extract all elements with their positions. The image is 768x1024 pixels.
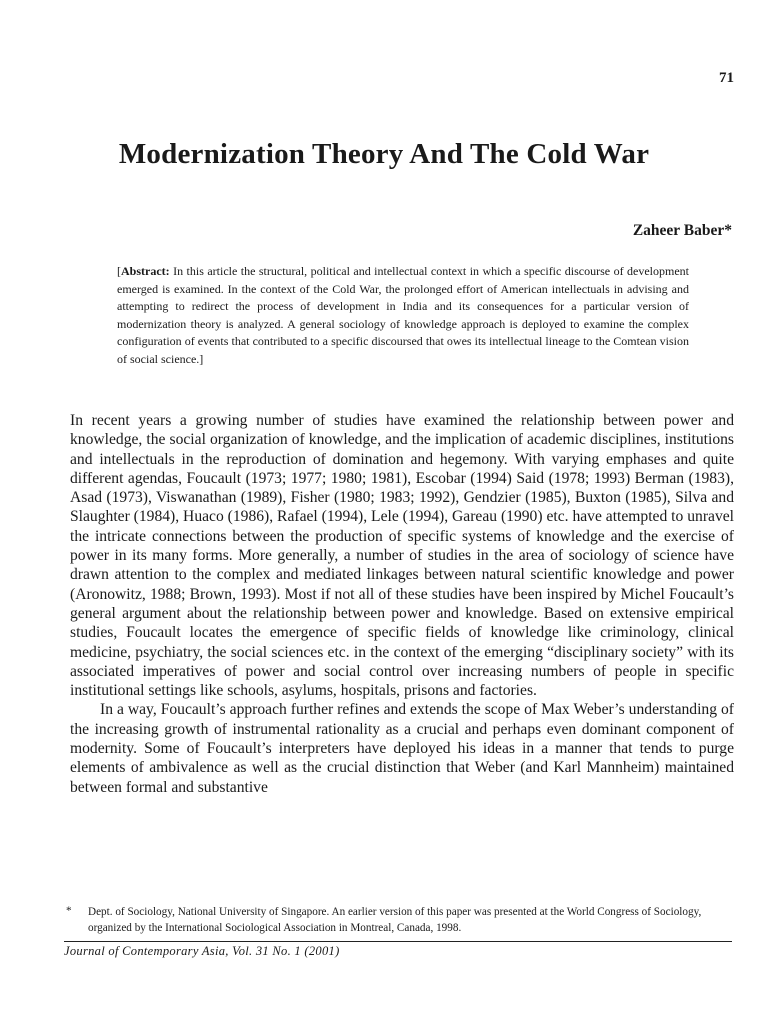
article-title: Modernization Theory And The Cold War	[118, 138, 650, 170]
article-body	[70, 411, 734, 797]
footer-divider	[64, 941, 732, 942]
body-paragraph-2: In a way, Foucault’s approach further refines and extends the scope of Max Weber’s understanding of the increasing growth of instrumental rationality as a crucial and perhaps even dominant component of modernity. Some of Foucault’s interpreters have deployed his ideas in a manner that tends to purge elements of ambivalence as well as the crucial distinction that Weber (and Karl Mannheim) maintained between formal and substantive	[70, 701, 734, 796]
abstract	[117, 263, 689, 369]
footnote-text: Dept. of Sociology, National University of Singapore. An earlier version of this paper was presented at the World Congress of Sociology, organized by the International Sociological Association in Montreal, Canada, 1998.	[88, 906, 702, 934]
body-paragraph-1: In recent years a growing number of studies have examined the relationship between power and knowledge, the social organization of knowledge, and the implication of academic disciplines, institutions and intellectuals in the reproduction of domination and hegemony. With varying emphases and quite different agendas, Foucault (1973; 1977; 1980; 1981), Escobar (1994) Said (1978; 1993) Berman (1983), Asad (1973), Viswanathan (1989), Fisher (1980; 1983; 1992), Gendzier (1985), Buxton (1985), Silva and Slaughter (1984), Huaco (1986), Rafael (1994), Lele (1994), Gareau (1990) etc. have attempted to unravel the intricate connections between the production of specific systems of knowledge and the exercise of power in its many forms. More generally, a number of studies in the area of sociology of science have drawn attention to the complex and mediated linkages between natural scientific knowledge and power (Aronowitz, 1988; Brown, 1993). Most if not all of these studies have been inspired by Michel Foucault’s general argument about the relationship between power and knowledge. Based on extensive empirical studies, Foucault locates the emergence of specific fields of knowledge like criminology, clinical medicine, psychiatry, the social sciences etc. in the context of the emerging “disciplinary society” with its associated imperatives of power and social control over increasing numbers of people in specific institutional settings like schools, asylums, hospitals, prisons and factories.	[70, 412, 734, 700]
abstract-label: Abstract:	[121, 264, 170, 278]
abstract-text: In this article the structural, political and intellectual context in which a specific discourse of development emerged is examined. In the context of the Cold War, the prolonged effort of American intellectuals in advising and attempting to redirect the process of development in India and its consequences for a particular version of modernization theory is analyzed. A general sociology of knowledge approach is deployed to examine the complex configuration of events that contributed to a specific discoursed that owes its intellectual lineage to the Comtean vision of social science.]	[117, 264, 689, 366]
footnote	[66, 905, 730, 936]
abstract-open-bracket: [	[117, 264, 121, 278]
page-number: 71	[719, 70, 734, 86]
footnote-mark: *	[66, 905, 72, 917]
author-name: Zaheer Baber*	[632, 222, 732, 239]
journal-citation: Journal of Contemporary Asia, Vol. 31 No. 1 (2001)	[64, 944, 340, 958]
